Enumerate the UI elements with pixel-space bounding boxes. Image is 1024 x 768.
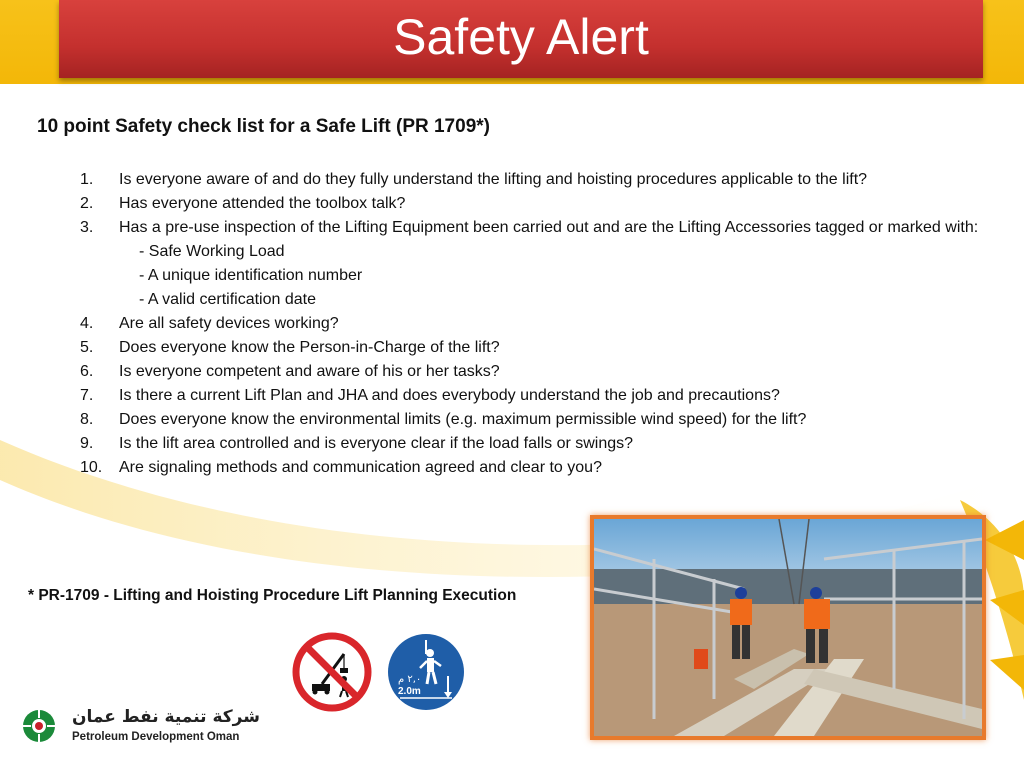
item-text: Are all safety devices working? — [119, 315, 339, 332]
footnote: * PR-1709 - Lifting and Hoisting Procedure Lift Planning Execution — [28, 587, 517, 604]
item-number: 3. — [80, 219, 94, 236]
item-number: 6. — [80, 363, 94, 380]
sub-item: - A valid certification date — [139, 291, 316, 308]
item-number: 4. — [80, 315, 94, 332]
item-text: Is everyone aware of and do they fully understand the lifting and hoisting procedures applicable to the lift? — [119, 171, 868, 188]
photo-image — [594, 519, 982, 736]
title-banner — [59, 0, 983, 78]
logo-arabic-text: شركة تنمية نفط عمان — [72, 707, 260, 727]
lifting-site-photo — [590, 515, 986, 740]
list-item — [80, 408, 1000, 432]
item-number: 5. — [80, 339, 94, 356]
item-text: Is everyone competent and aware of his or her tasks? — [119, 363, 500, 380]
height-label: 2.0m — [398, 686, 421, 697]
list-item — [80, 192, 1000, 216]
item-text: Are signaling methods and communication agreed and clear to you? — [119, 459, 602, 476]
fall-protection-harness-icon — [386, 632, 466, 712]
list-item — [80, 456, 1000, 480]
item-number: 7. — [80, 387, 94, 404]
checklist-heading: 10 point Safety check list for a Safe Lift (PR 1709*) — [37, 116, 490, 137]
checklist — [80, 168, 1000, 480]
item-number: 1. — [80, 171, 94, 188]
item-text: Does everyone know the Person-in-Charge of the lift? — [119, 339, 500, 356]
list-item — [80, 336, 1000, 360]
item-number: 10. — [80, 459, 103, 476]
list-item — [80, 312, 1000, 336]
list-item — [80, 216, 1000, 240]
sub-item: - Safe Working Load — [139, 243, 285, 260]
logo-english-text: Petroleum Development Oman — [72, 731, 240, 743]
item-text: Has everyone attended the toolbox talk? — [119, 195, 406, 212]
pdo-logo-icon — [18, 708, 60, 744]
fall-protection-sign — [386, 632, 466, 712]
sub-item: - A unique identification number — [139, 267, 363, 284]
no-standing-under-load-icon — [292, 632, 372, 712]
item-text: Is the lift area controlled and is everyone clear if the load falls or swings? — [119, 435, 634, 452]
item-number: 8. — [80, 411, 94, 428]
list-item — [80, 168, 1000, 192]
list-item — [80, 432, 1000, 456]
list-item — [80, 360, 1000, 384]
item-number: 9. — [80, 435, 94, 452]
item-text: Does everyone know the environmental limits (e.g. maximum permissible wind speed) for the lift? — [119, 411, 807, 428]
page-title: Safety Alert — [393, 9, 649, 65]
item-number: 2. — [80, 195, 94, 212]
list-item — [80, 384, 1000, 408]
item-text: Is there a current Lift Plan and JHA and does everybody understand the job and precautions? — [119, 387, 780, 404]
item-text: Has a pre-use inspection of the Lifting Equipment been carried out and are the Lifting Accessories tagged or marked with: — [119, 219, 979, 236]
height-label-arabic: ٢,٠ م — [398, 674, 422, 685]
